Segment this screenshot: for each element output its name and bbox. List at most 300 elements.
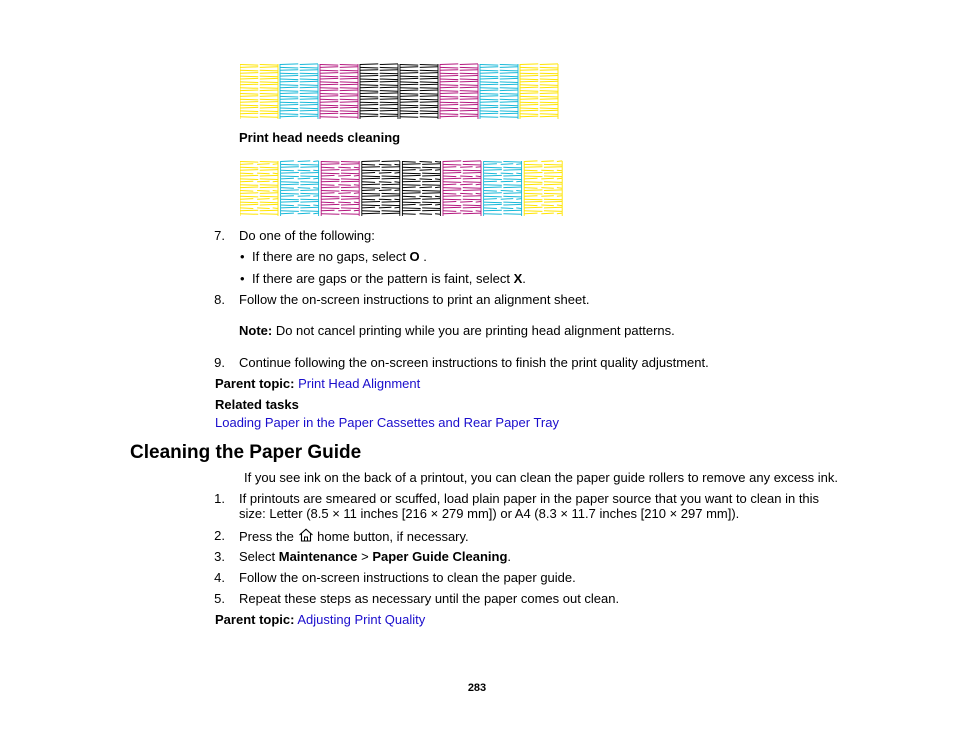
step-text-line2: size: Letter (8.5 × 11 inches [216 × 279 mm]) or A4 (8.3 × 11.7 inches [210 × 297 mm]).: [239, 506, 740, 521]
nozzle-line: [320, 102, 338, 103]
nozzle-line: [460, 93, 478, 94]
nozzle-line: [354, 175, 359, 176]
nozzle-line: [463, 178, 481, 179]
nozzle-line: [440, 99, 458, 100]
nozzle-line: [500, 94, 518, 95]
nozzle-line: [440, 67, 458, 68]
nozzle-line: [280, 67, 298, 68]
nozzle-block: [321, 161, 359, 216]
nozzle-line: [480, 76, 498, 77]
nozzle-line: [402, 199, 420, 200]
nozzle-line: [480, 90, 498, 91]
nozzle-line: [544, 176, 562, 177]
nozzle-line: [500, 76, 518, 77]
nozzle-line: [520, 96, 538, 97]
nozzle-line: [460, 114, 478, 115]
nozzle-line: [300, 176, 318, 177]
nozzle-line: [440, 102, 458, 103]
nozzle-line: [503, 167, 521, 168]
link-print-head-alignment[interactable]: Print Head Alignment: [298, 376, 421, 391]
nozzle-line: [260, 65, 278, 66]
nozzle-line: [321, 187, 339, 188]
nozzle-line: [520, 81, 538, 82]
nozzle-line: [298, 213, 311, 214]
nozzle-block: [281, 161, 319, 216]
nozzle-line: [420, 70, 438, 71]
nozzle-line: [300, 202, 318, 203]
nozzle-line: [360, 85, 378, 86]
nozzle-line: [540, 81, 558, 82]
nozzle-line: [360, 116, 378, 117]
nozzle-line: [503, 196, 521, 197]
nozzle-line: [320, 78, 338, 79]
nozzle-line: [480, 102, 498, 103]
step-text: Do one of the following:: [239, 228, 375, 243]
nozzle-line: [420, 214, 433, 215]
nozzle-line: [321, 199, 339, 200]
link-adjusting-print-quality[interactable]: Adjusting Print Quality: [297, 612, 426, 627]
nozzle-line: [402, 210, 420, 211]
nozzle-line: [422, 173, 440, 174]
nozzle-line: [240, 187, 258, 188]
nozzle-line: [524, 176, 542, 177]
nozzle-line: [484, 193, 502, 194]
nozzle-line: [380, 76, 398, 77]
nozzle-line: [463, 205, 481, 206]
nozzle-line: [240, 84, 258, 85]
nozzle-line: [476, 184, 481, 185]
nozzle-line: [443, 213, 461, 214]
nozzle-line: [273, 191, 278, 192]
nozzle-line: [402, 196, 415, 197]
step-number: 1.: [214, 491, 225, 506]
nozzle-line: [240, 185, 258, 186]
nozzle-line: [320, 117, 338, 118]
nozzle-line: [557, 188, 562, 189]
nozzle-line: [281, 190, 299, 191]
nozzle-line: [240, 99, 258, 100]
nozzle-line: [260, 99, 278, 100]
nozzle-line: [260, 73, 278, 74]
nozzle-line: [300, 81, 318, 82]
nozzle-line: [298, 178, 311, 179]
nozzle-line: [402, 214, 415, 215]
nozzle-line: [281, 176, 299, 177]
nozzle-line: [300, 64, 318, 65]
nozzle-block: [440, 64, 478, 119]
nozzle-line: [362, 207, 375, 208]
nozzle-line: [541, 178, 554, 179]
nozzle-line: [520, 79, 538, 80]
nozzle-line: [340, 99, 358, 100]
nozzle-line: [484, 175, 502, 176]
nozzle-line: [400, 65, 418, 66]
nozzle-block: [362, 161, 400, 216]
nozzle-line: [460, 202, 473, 203]
nozzle-line: [340, 78, 358, 79]
nozzle-line: [240, 181, 253, 182]
nozzle-line: [260, 170, 278, 171]
nozzle-line: [557, 196, 562, 197]
nozzle-line: [380, 91, 398, 92]
nozzle-line: [240, 88, 258, 89]
nozzle-line: [260, 88, 278, 89]
nozzle-line: [460, 99, 478, 100]
parent-topic: Parent topic: Print Head Alignment: [215, 376, 421, 391]
nozzle-line: [443, 207, 461, 208]
nozzle-line: [402, 162, 415, 163]
nozzle-line: [362, 176, 380, 177]
nozzle-line: [500, 82, 518, 83]
nozzle-line: [354, 210, 359, 211]
nozzle-line: [400, 113, 418, 114]
nozzle-line: [484, 208, 497, 209]
nozzle-line: [443, 161, 461, 162]
nozzle-line: [354, 193, 359, 194]
nozzle-line: [420, 65, 438, 66]
nozzle-line: [524, 211, 542, 212]
nozzle-line: [382, 176, 400, 177]
nozzle-line: [362, 213, 380, 214]
nozzle-line: [280, 87, 298, 88]
nozzle-check-pattern-needs-cleaning: [240, 160, 564, 218]
nozzle-line: [260, 102, 278, 103]
nozzle-line: [500, 117, 518, 118]
nozzle-line: [500, 88, 518, 89]
nozzle-line: [501, 191, 514, 192]
nozzle-line: [443, 205, 461, 206]
nozzle-line: [501, 164, 514, 165]
home-icon: [298, 528, 314, 542]
section-intro: If you see ink on the back of a printout, you can clean the paper guide rollers to remove any excess ink.: [244, 470, 839, 485]
nozzle-line: [460, 79, 478, 80]
nozzle-line: [360, 73, 378, 74]
nozzle-line: [476, 193, 481, 194]
nozzle-line: [240, 164, 253, 165]
nozzle-line: [300, 108, 318, 109]
bullet-item-gaps: If there are gaps or the pattern is faint, select X.: [252, 271, 526, 286]
nozzle-block: [360, 64, 398, 119]
nozzle-line: [420, 107, 438, 108]
nozzle-line: [320, 67, 338, 68]
nozzle-line: [260, 78, 278, 79]
nozzle-line: [320, 105, 338, 106]
nozzle-line: [440, 79, 458, 80]
nozzle-line: [379, 164, 392, 165]
nozzle-line: [541, 188, 554, 189]
nozzle-line: [484, 164, 497, 165]
nozzle-line: [379, 207, 392, 208]
nozzle-line: [400, 70, 418, 71]
nozzle-line: [340, 90, 358, 91]
nozzle-line: [524, 178, 537, 179]
nozzle-line: [382, 196, 400, 197]
nozzle-line: [260, 179, 278, 180]
nozzle-line: [443, 164, 461, 165]
nozzle-line: [484, 210, 502, 211]
nozzle-line: [440, 108, 458, 109]
step-text: Continue following the on-screen instructions to finish the print quality adjustment.: [239, 355, 709, 370]
nozzle-line: [362, 164, 375, 165]
nozzle-line: [524, 182, 542, 183]
nozzle-line: [240, 191, 253, 192]
nozzle-line: [516, 164, 521, 165]
nozzle-line: [400, 76, 418, 77]
nozzle-line: [280, 64, 298, 65]
nozzle-line: [260, 90, 278, 91]
link-loading-paper[interactable]: Loading Paper in the Paper Cassettes and Rear Paper Tray: [215, 415, 559, 430]
nozzle-line: [420, 179, 433, 180]
nozzle-line: [240, 82, 258, 83]
nozzle-line: [463, 161, 481, 162]
nozzle-block: [443, 161, 481, 216]
nozzle-line: [240, 208, 253, 209]
nozzle-line: [340, 102, 358, 103]
nozzle-line: [443, 202, 456, 203]
nozzle-line: [524, 188, 537, 189]
nozzle-line: [440, 70, 458, 71]
nozzle-line: [320, 73, 338, 74]
nozzle-line: [362, 173, 375, 174]
nozzle-line: [280, 114, 298, 115]
nozzle-line: [460, 110, 478, 111]
nozzle-line: [541, 205, 554, 206]
nozzle-line: [341, 214, 359, 215]
nozzle-line: [260, 204, 278, 205]
nozzle-line: [379, 190, 392, 191]
nozzle-line: [240, 175, 258, 176]
nozzle-line: [380, 93, 398, 94]
nozzle-line: [260, 105, 278, 106]
nozzle-line: [240, 214, 258, 215]
nozzle-line: [541, 170, 554, 171]
nozzle-line: [321, 208, 339, 209]
nozzle-line: [338, 193, 351, 194]
nozzle-line: [340, 96, 358, 97]
nozzle-line: [540, 99, 558, 100]
nozzle-line: [382, 193, 400, 194]
nozzle-line: [340, 76, 358, 77]
nozzle-line: [362, 167, 380, 168]
nozzle-line: [320, 65, 338, 66]
nozzle-line: [360, 81, 378, 82]
nozzle-line: [402, 204, 415, 205]
nozzle-line: [362, 178, 380, 179]
nozzle-line: [300, 73, 318, 74]
nozzle-line: [240, 73, 258, 74]
nozzle-line: [420, 170, 433, 171]
nozzle-line: [300, 105, 318, 106]
nozzle-line: [273, 208, 278, 209]
nozzle-line: [298, 205, 311, 206]
nozzle-line: [402, 208, 420, 209]
nozzle-line: [382, 202, 400, 203]
nozzle-line: [341, 199, 359, 200]
nozzle-line: [321, 175, 334, 176]
nozzle-line: [321, 193, 334, 194]
nozzle-line: [540, 76, 558, 77]
nozzle-line: [402, 202, 420, 203]
caption-print-head-needs-cleaning: Print head needs cleaning: [239, 130, 401, 145]
nozzle-line: [400, 73, 418, 74]
nozzle-line: [400, 90, 418, 91]
nozzle-line: [400, 82, 418, 83]
nozzle-line: [500, 70, 518, 71]
nozzle-line: [480, 94, 498, 95]
nozzle-line: [476, 167, 481, 168]
nozzle-line: [460, 116, 478, 117]
nozzle-line: [260, 84, 278, 85]
nozzle-line: [382, 161, 400, 162]
nozzle-line: [240, 179, 258, 180]
nozzle-block: [280, 64, 318, 119]
nozzle-line: [360, 70, 378, 71]
nozzle-line: [240, 113, 258, 114]
nozzle-line: [240, 107, 258, 108]
nozzle-line: [480, 88, 498, 89]
nozzle-line: [520, 110, 538, 111]
step-number: 4.: [214, 570, 225, 585]
nozzle-line: [362, 199, 375, 200]
nozzle-line: [480, 117, 498, 118]
nozzle-line: [394, 190, 399, 191]
nozzle-line: [402, 179, 415, 180]
nozzle-line: [484, 179, 502, 180]
nozzle-line: [420, 94, 438, 95]
nozzle-line: [460, 76, 478, 77]
nozzle-line: [520, 87, 538, 88]
nozzle-line: [257, 164, 270, 165]
step-text-line1: If printouts are smeared or scuffed, load plain paper in the paper source that you want to clean in this: [239, 491, 820, 506]
nozzle-line: [402, 187, 415, 188]
nozzle-line: [540, 116, 558, 117]
section-heading: Cleaning the Paper Guide: [130, 442, 362, 463]
nozzle-line: [524, 202, 542, 203]
nozzle-line: [400, 102, 418, 103]
nozzle-line: [480, 70, 498, 71]
nozzle-line: [362, 205, 380, 206]
nozzle-line: [260, 187, 278, 188]
nozzle-line: [380, 85, 398, 86]
nozzle-line: [480, 107, 498, 108]
nozzle-line: [500, 111, 518, 112]
nozzle-line: [281, 164, 299, 165]
nozzle-line: [435, 170, 440, 171]
nozzle-line: [503, 170, 521, 171]
nozzle-line: [300, 76, 318, 77]
nozzle-line: [520, 108, 538, 109]
nozzle-line: [460, 91, 478, 92]
nozzle-line: [463, 207, 481, 208]
nozzle-line: [362, 202, 380, 203]
nozzle-line: [476, 176, 481, 177]
nozzle-line: [440, 81, 458, 82]
step-text: Press the home button, if necessary.: [239, 529, 469, 544]
nozzle-line: [443, 193, 456, 194]
nozzle-line: [382, 184, 400, 185]
nozzle-line: [360, 105, 378, 106]
nozzle-line: [341, 162, 359, 163]
nozzle-line: [280, 102, 298, 103]
nozzle-line: [300, 91, 318, 92]
nozzle-line: [540, 91, 558, 92]
nozzle-line: [280, 93, 298, 94]
nozzle-line: [354, 167, 359, 168]
nozzle-line: [500, 73, 518, 74]
nozzle-line: [338, 167, 351, 168]
nozzle-line: [340, 70, 358, 71]
nozzle-line: [524, 193, 542, 194]
nozzle-line: [281, 161, 294, 162]
nozzle-line: [281, 207, 299, 208]
nozzle-line: [520, 76, 538, 77]
nozzle-line: [280, 110, 298, 111]
nozzle-line: [420, 67, 438, 68]
nozzle-line: [338, 175, 351, 176]
nozzle-block: [402, 161, 440, 216]
nozzle-line: [394, 199, 399, 200]
nozzle-line: [484, 202, 502, 203]
nozzle-line: [400, 99, 418, 100]
nozzle-line: [341, 204, 359, 205]
nozzle-line: [340, 117, 358, 118]
nozzle-line: [440, 87, 458, 88]
nozzle-line: [360, 79, 378, 80]
nozzle-line: [260, 94, 278, 95]
bullet-dot: •: [240, 249, 245, 264]
nozzle-line: [273, 181, 278, 182]
nozzle-line: [544, 202, 562, 203]
nozzle-line: [362, 211, 380, 212]
nozzle-block: [520, 64, 558, 119]
nozzle-line: [435, 179, 440, 180]
nozzle-line: [380, 114, 398, 115]
nozzle-line: [435, 204, 440, 205]
nozzle-line: [380, 102, 398, 103]
nozzle-line: [443, 178, 461, 179]
nozzle-line: [420, 76, 438, 77]
nozzle-line: [257, 199, 270, 200]
nozzle-line: [240, 167, 258, 168]
page-number: 283: [467, 682, 487, 694]
nozzle-line: [273, 173, 278, 174]
nozzle-line: [557, 178, 562, 179]
nozzle-line: [382, 213, 400, 214]
nozzle-line: [460, 211, 473, 212]
nozzle-line: [300, 184, 318, 185]
nozzle-line: [484, 162, 502, 163]
nozzle-line: [321, 164, 339, 165]
nozzle-line: [440, 96, 458, 97]
nozzle-line: [516, 191, 521, 192]
nozzle-line: [460, 85, 478, 86]
nozzle-line: [500, 105, 518, 106]
nozzle-line: [422, 175, 440, 176]
nozzle-line: [298, 161, 311, 162]
nozzle-line: [300, 167, 318, 168]
nozzle-line: [362, 188, 380, 189]
nozzle-line: [260, 82, 278, 83]
nozzle-line: [484, 191, 497, 192]
nozzle-line: [320, 90, 338, 91]
nozzle-line: [260, 96, 278, 97]
nozzle-line: [443, 184, 456, 185]
nozzle-line: [440, 93, 458, 94]
nozzle-line: [500, 102, 518, 103]
nozzle-line: [379, 182, 392, 183]
nozzle-line: [480, 84, 498, 85]
nozzle-line: [360, 64, 378, 65]
